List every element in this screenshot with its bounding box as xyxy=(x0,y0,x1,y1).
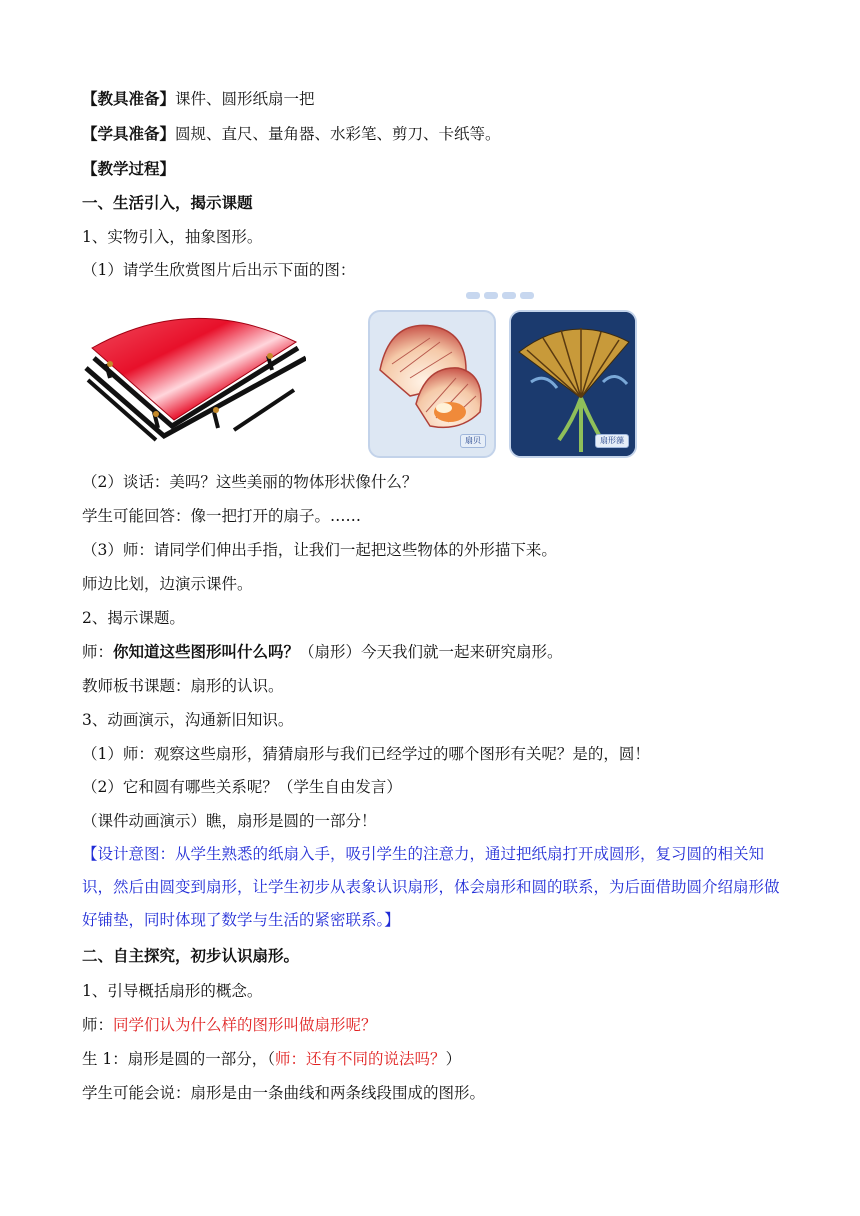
student1-prefix: 生 1：扇形是圆的一部分，（ xyxy=(82,1050,276,1068)
step3-text: 3、动画演示，沟通新旧知识。 xyxy=(82,711,294,729)
teacher-tools-text: 课件、圆形纸扇一把 xyxy=(175,90,315,108)
student-may-text: 学生可能会说：扇形是由一条曲线和两条线段围成的图形。 xyxy=(82,1084,486,1102)
step3-3-text: （课件动画演示）瞧，扇形是圆的一部分！ xyxy=(82,812,377,830)
part2-step1-text: 1、引导概括扇形的概念。 xyxy=(82,982,263,1000)
student1-suffix: ） xyxy=(445,1050,462,1068)
design-intent-paragraph: 【设计意图：从学生熟悉的纸扇入手，吸引学生的注意力，通过把纸扇打开成圆形，复习圆的相关知识，然后由圆变到扇形，让学生初步从表象认识扇形，体会扇形和圆的联系，为后面借助圆介绍扇形做好铺垫，同时体现了数学与生活的紧密联系。】 xyxy=(82,845,780,929)
step3-2-text: （2）它和圆有哪些关系呢？（学生自由发言） xyxy=(82,778,402,796)
teacher-ask-question: 你知道这些图形叫什么吗？ xyxy=(113,642,300,661)
part2-teacher-question: 同学们认为什么样的图形叫做扇形呢？ xyxy=(113,1016,377,1034)
part2-heading: 二、自主探究，初步认识扇形。 xyxy=(82,946,300,965)
process-heading: 【教学过程】 xyxy=(82,159,176,178)
algae-caption: 扇形藻 xyxy=(595,434,629,448)
step1-1-text: （1）请学生欣赏图片后出示下面的图： xyxy=(82,261,356,279)
fan-illustration xyxy=(84,304,306,442)
part2-teacher-line xyxy=(82,1015,377,1035)
student-tools-text: 圆规、直尺、量角器、水彩笔、剪刀、卡纸等。 xyxy=(175,125,501,143)
teacher-tools-line xyxy=(82,89,315,109)
teacher-ask-rest: （扇形）今天我们就一起来研究扇形。 xyxy=(299,643,563,661)
scallop-caption: 扇贝 xyxy=(460,434,486,448)
step3-1-text: （1）师：观察这些扇形，猜猜扇形与我们已经学过的哪个图形有关呢？是的，圆！ xyxy=(82,745,650,763)
scallop-photo xyxy=(368,310,496,458)
student1-line xyxy=(82,1049,461,1069)
board-title-text: 教师板书课题：扇形的认识。 xyxy=(82,677,284,695)
student-tools-line xyxy=(82,124,501,144)
teacher-ask-line xyxy=(82,642,563,662)
student1-teacher-remark: 师：还有不同的说法吗？ xyxy=(275,1050,446,1068)
photo-header-strip xyxy=(466,292,536,300)
part2-teacher-prefix: 师： xyxy=(82,1016,114,1034)
step1-text: 1、实物引入，抽象图形。 xyxy=(82,228,263,246)
demo-text: 师边比划，边演示课件。 xyxy=(82,575,253,593)
step1-3-text: （3）师：请同学们伸出手指，让我们一起把这些物体的外形描下来。 xyxy=(82,541,557,559)
algae-photo xyxy=(509,310,637,458)
teacher-tools-label: 【教具准备】 xyxy=(82,89,176,108)
answer1-text: 学生可能回答：像一把打开的扇子。…… xyxy=(82,507,362,525)
step2-text: 2、揭示课题。 xyxy=(82,609,185,627)
teacher-ask-prefix: 师： xyxy=(82,643,114,661)
student-tools-label: 【学具准备】 xyxy=(82,124,176,143)
step1-2-text: （2）谈话：美吗？这些美丽的物体形状像什么？ xyxy=(82,473,418,491)
part1-heading: 一、生活引入，揭示课题 xyxy=(82,193,253,212)
